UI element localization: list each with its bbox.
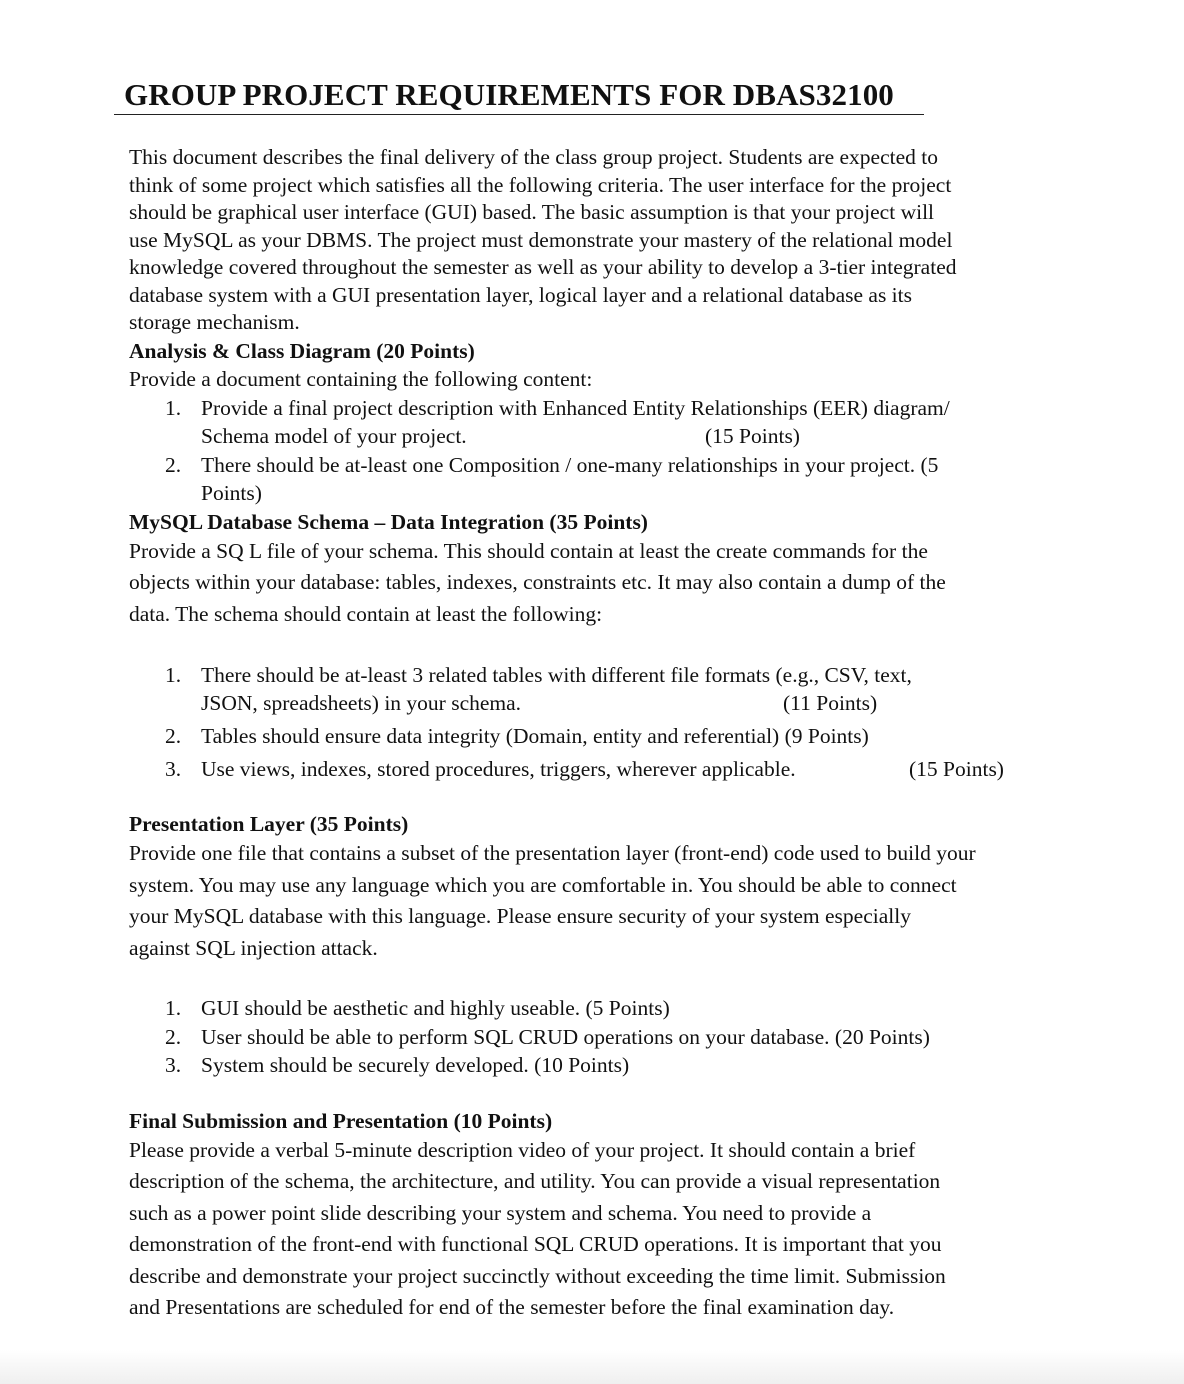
list-item [129, 394, 1069, 451]
list-item [129, 451, 1069, 508]
section-heading-analysis: Analysis & Class Diagram (20 Points) [129, 338, 475, 363]
section-heading-presentation: Presentation Layer (35 Points) [129, 812, 409, 836]
final-line: demonstration of the front-end with functional SQL CRUD operations. It is important that you [129, 1232, 942, 1256]
list-number: 2. [165, 452, 182, 477]
intro-line: storage mechanism. [129, 310, 300, 334]
intro-line: think of some project which satisfies all the following criteria. The user interface for the project [129, 172, 952, 197]
section-heading-final: Final Submission and Presentation (10 Points) [129, 1108, 553, 1133]
schema-line: data. The schema should contain at least the following: [129, 601, 603, 626]
page-title: GROUP PROJECT REQUIREMENTS FOR DBAS32100 [124, 77, 894, 112]
page-bottom-shadow [0, 1350, 1184, 1384]
list-item-text: Tables should ensure data integrity (Domain, entity and referential) (9 Points) [201, 724, 869, 748]
list-item [129, 661, 1069, 717]
list-item [129, 755, 1069, 783]
list-item-text: System should be securely developed. (10 Points) [201, 1053, 630, 1077]
schema-list [129, 661, 1069, 783]
intro-line: use MySQL as your DBMS. The project must demonstrate your mastery of the relational model [129, 227, 953, 252]
list-item-text: User should be able to perform SQL CRUD operations on your database. (20 Points) [201, 1024, 930, 1049]
intro-line: This document describes the final delivery of the class group project. Students are expected to [129, 145, 938, 169]
list-item-text: JSON, spreadsheets) in your schema. [201, 691, 522, 715]
spacer [129, 1080, 1069, 1107]
list-item [129, 994, 1069, 1023]
list-number: 2. [165, 724, 182, 748]
presentation-line: system. You may use any language which you are comfortable in. You should be able to connect [129, 872, 957, 897]
list-item-text: There should be at-least 3 related tables with different file formats (e.g., CSV, text, [201, 663, 912, 687]
list-item-points: (15 Points) [909, 757, 1004, 781]
schema-line: objects within your database: tables, indexes, constraints etc. It may also contain a dump of the [129, 570, 946, 594]
list-item [129, 722, 1069, 750]
schema-paragraph [129, 536, 1069, 631]
list-item-text: Provide a final project description with Enhanced Entity Relationships (EER) diagram/ [201, 395, 950, 420]
list-item-text: There should be at-least one Composition / one-many relationships in your project. (5 [201, 452, 939, 477]
final-line: and Presentations are scheduled for end of the semester before the final examination day. [129, 1295, 895, 1319]
intro-line: knowledge covered throughout the semester as well as your ability to develop a 3-tier integrated [129, 255, 957, 279]
spacer [129, 783, 1069, 810]
list-item-points: (15 Points) [705, 424, 800, 448]
spacer [129, 630, 1069, 661]
list-number: 3. [165, 1053, 182, 1077]
spacer [129, 964, 1069, 994]
title-underline [114, 76, 924, 115]
analysis-lead: Provide a document containing the following content: [129, 366, 593, 391]
final-paragraph [129, 1135, 1069, 1324]
section-heading-schema: MySQL Database Schema – Data Integration (35 Points) [129, 509, 648, 534]
list-item-text: Points) [201, 481, 262, 505]
intro-line: should be graphical user interface (GUI) based. The basic assumption is that your project will [129, 200, 935, 224]
intro-paragraph [129, 144, 1069, 337]
presentation-line: Provide one file that contains a subset of the presentation layer (front-end) code used to build your [129, 841, 976, 865]
list-number: 1. [165, 395, 182, 420]
analysis-list [129, 394, 1069, 508]
intro-line: database system with a GUI presentation layer, logical layer and a relational database as its [129, 282, 912, 307]
list-item-points: (11 Points) [783, 691, 878, 715]
list-number: 3. [165, 757, 182, 781]
final-line: such as a power point slide describing your system and schema. You need to provide a [129, 1200, 872, 1225]
presentation-line: your MySQL database with this language. Please ensure security of your system especially [129, 904, 911, 928]
final-line: describe and demonstrate your project succinctly without exceeding the time limit. Submission [129, 1263, 946, 1288]
list-number: 2. [165, 1024, 182, 1049]
list-item [129, 1051, 1069, 1080]
list-item-text: Schema model of your project. [201, 424, 467, 448]
list-item-text: Use views, indexes, stored procedures, triggers, wherever applicable. [201, 757, 796, 781]
list-item [129, 1023, 1069, 1052]
final-line: Please provide a verbal 5-minute description video of your project. It should contain a brief [129, 1137, 916, 1162]
presentation-list [129, 994, 1069, 1080]
schema-line: Provide a SQ L file of your schema. This should contain at least the create commands for the [129, 538, 928, 563]
list-number: 1. [165, 996, 182, 1020]
presentation-paragraph [129, 838, 1069, 964]
final-line: description of the schema, the architecture, and utility. You can provide a visual representation [129, 1169, 941, 1193]
presentation-line: against SQL injection attack. [129, 935, 378, 960]
document-body [129, 144, 1069, 1324]
list-item-text: GUI should be aesthetic and highly useable. (5 Points) [201, 996, 670, 1020]
list-number: 1. [165, 663, 182, 687]
